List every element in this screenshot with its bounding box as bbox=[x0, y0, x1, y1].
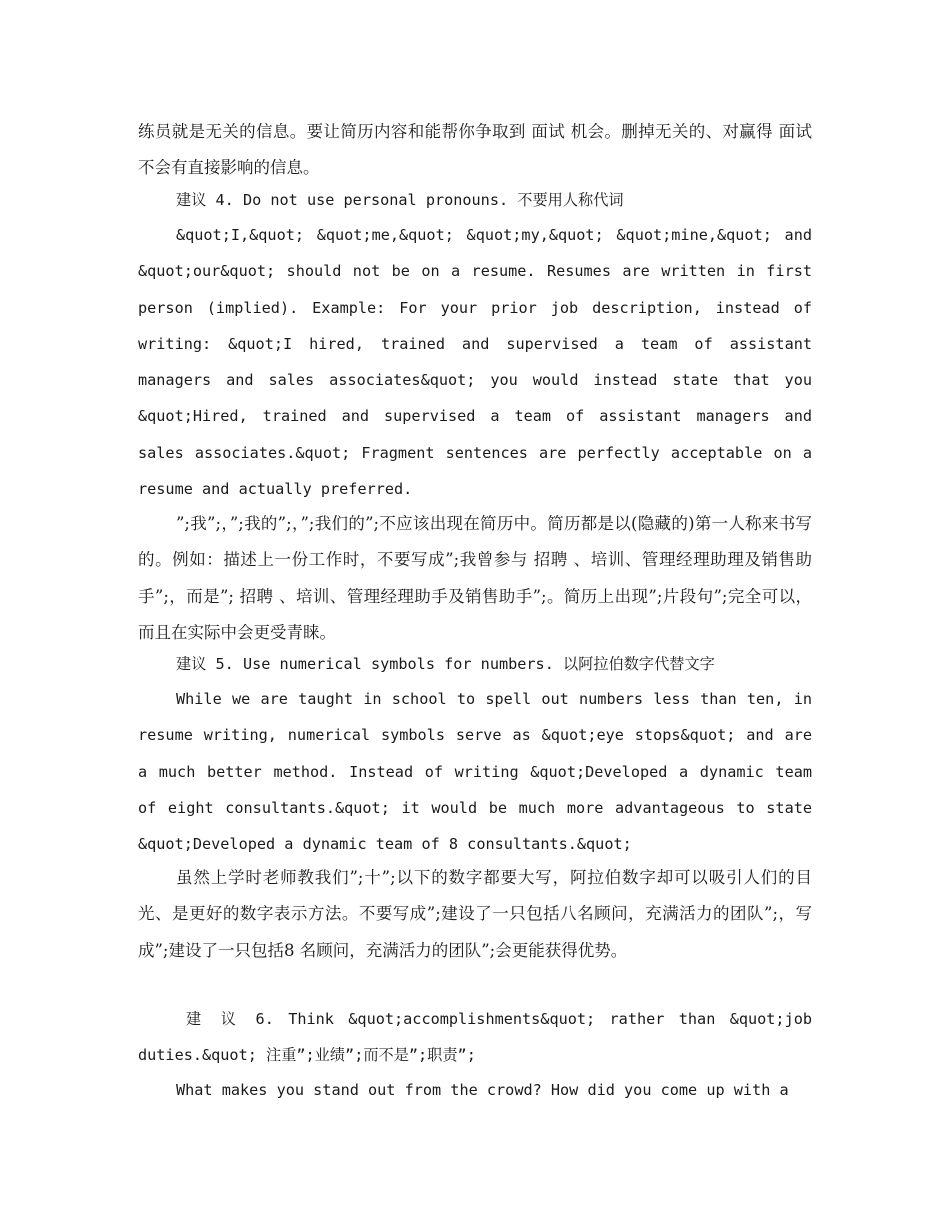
paragraph-intro: 练员就是无关的信息。要让简历内容和能帮你争取到 面试 机会。删掉无关的、对赢得 面试 不会有直接影响的信息。 bbox=[138, 122, 812, 178]
tip4-english-paragraph: &quot;I,&quot; &quot;me,&quot; &quot;my,&quot; &quot;mine,&quot; and &quot;our&quot; should not be on a resume. Resumes are written in first person (implied). Example: For your prior job description, instead of writing: &quot;I hired, trained and supervised a team of assistant managers and sales associates&quot; you would instead state that you &quot;Hired, trained and supervised a team of assistant managers and sales associates.&quot; Fragment sentences are perfectly acceptable on a resume and actually preferred. bbox=[138, 226, 812, 499]
tip4-heading: 建议 4. Do not use personal pronouns. 不要用人称代词 bbox=[176, 191, 624, 209]
tip5-english-paragraph: While we are taught in school to spell out numbers less than ten, in resume writing, numerical symbols serve as &quot;eye stops&quot; and are a much better method. Instead of writing &quot;Developed a dynamic team of eight consultants.&quot; it would be much more advantageous to state &quot;Developed a dynamic team of 8 consultants.&quot; bbox=[138, 690, 812, 854]
tip6-english-paragraph: What makes you stand out from the crowd? How did you come up with a bbox=[176, 1081, 789, 1099]
tip5-heading: 建议 5. Use numerical symbols for numbers. 以阿拉伯数字代替文字 bbox=[176, 655, 715, 673]
tip4-chinese-paragraph: ”;我”;，”;我的”;，”;我们的”;不应该出现在简历中。简历都是以(隐藏的)第一人称来书写的。例如：描述上一份工作时，不要写成”;我曾参与 招聘 、培训、管理经理助理及销售助手”;，而是”; 招聘 、培训、管理经理助手及销售助手”;。简历上出现”;片段句”;完全可以，而且在实际中会更受青睐。 bbox=[138, 514, 812, 642]
tip6-heading: 建 议 6. Think &quot;accomplishments&quot; rather than &quot;job duties.&quot; 注重”;业绩”;而不是”;职责”; bbox=[138, 1010, 812, 1065]
tip5-chinese-paragraph: 虽然上学时老师教我们”;十”;以下的数字都要大写，阿拉伯数字却可以吸引人们的目光、是更好的数字表示方法。不要写成”;建设了一只包括八名顾问，充满活力的团队”;，写成”;建设了一只包括8 名顾问，充满活力的团队”;会更能获得优势。 bbox=[138, 868, 812, 960]
